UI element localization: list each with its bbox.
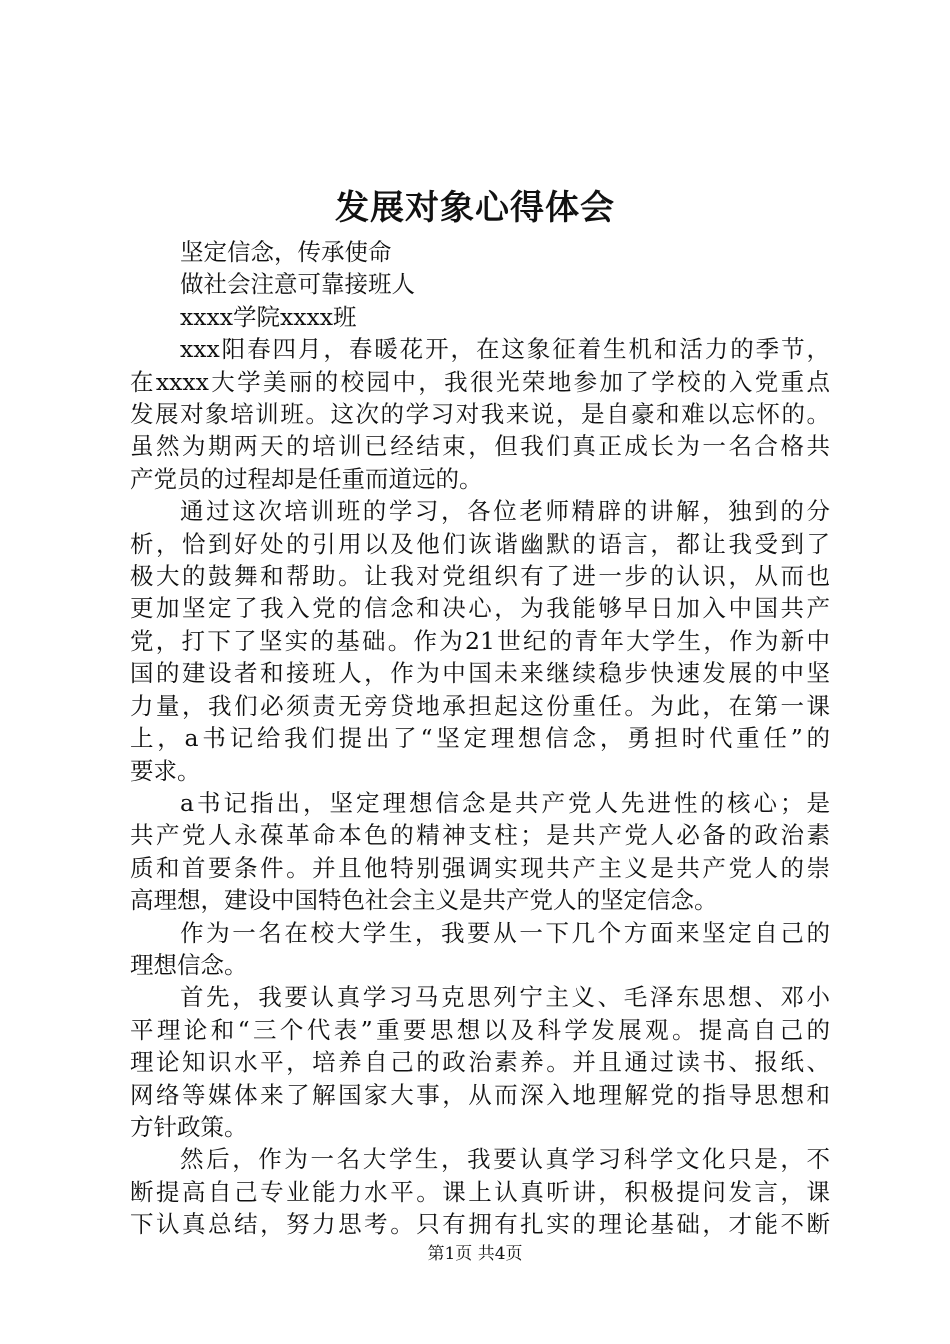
body-text-line: 平理论和“三个代表”重要思想以及科学发展观。提高自己的 — [130, 1015, 830, 1044]
page-number-footer: 第1页 共4页 — [427, 1244, 523, 1264]
document-body — [130, 236, 830, 1241]
body-text-line: 断提高自己专业能力水平。课上认真听讲，积极提问发言，课 — [130, 1177, 830, 1206]
body-text-line: 理想信念。 — [130, 950, 248, 979]
body-text-line: 高理想，建设中国特色社会主义是共产党人的坚定信念。 — [130, 886, 718, 915]
body-text-line: 极大的鼓舞和帮助。让我对党组织有了进一步的认识，从而也 — [130, 562, 830, 591]
body-text-line: 党，打下了坚实的基础。作为21世纪的青年大学生，作为新中 — [130, 626, 830, 655]
body-text-line: 首先，我要认真学习马克思列宁主义、毛泽东思想、邓小 — [180, 983, 830, 1012]
body-text-line: 然后，作为一名大学生，我要认真学习科学文化只是，不 — [180, 1145, 830, 1174]
body-text-line: a书记指出，坚定理想信念是共产党人先进性的核心；是 — [180, 788, 830, 817]
body-text-line: 网络等媒体来了解国家大事，从而深入地理解党的指导思想和 — [130, 1080, 830, 1109]
body-text-line: 作为一名在校大学生，我要从一下几个方面来坚定自己的 — [180, 918, 830, 947]
body-text-line: 理论知识水平，培养自己的政治素养。并且通过读书、报纸、 — [130, 1048, 830, 1077]
body-text-line: 发展对象培训班。这次的学习对我来说，是自豪和难以忘怀的。 — [130, 400, 830, 429]
body-text-line: 共产党人永葆革命本色的精神支柱；是共产党人必备的政治素 — [130, 821, 830, 850]
body-text-line: 通过这次培训班的学习，各位老师精辟的讲解，独到的分 — [180, 497, 830, 526]
body-text-line: 力量，我们必须责无旁贷地承担起这份重任。为此，在第一课 — [130, 691, 830, 720]
document-title: 发展对象心得体会 — [335, 188, 615, 228]
body-text-line: 上，a书记给我们提出了“坚定理想信念，勇担时代重任”的 — [130, 724, 830, 753]
body-text-line: 下认真总结，努力思考。只有拥有扎实的理论基础，才能不断 — [130, 1210, 830, 1239]
body-text-line: 国的建设者和接班人，作为中国未来继续稳步快速发展的中坚 — [130, 659, 830, 688]
body-text-line: xxxx学院xxxx班 — [180, 302, 357, 331]
body-text-line: 产党员的过程却是任重而道远的。 — [130, 464, 483, 493]
body-text-line: 虽然为期两天的培训已经结束，但我们真正成长为一名合格共 — [130, 432, 830, 461]
body-text-line: 坚定信念，传承使命 — [180, 238, 392, 266]
body-text-line: 做社会注意可靠接班人 — [180, 270, 415, 299]
body-text-line: 质和首要条件。并且他特别强调实现共产主义是共产党人的崇 — [130, 853, 830, 882]
body-text-line: 在xxxx大学美丽的校园中，我很光荣地参加了学校的入党重点 — [130, 367, 830, 396]
body-text-line: 析，恰到好处的引用以及他们诙谐幽默的语言，都让我受到了 — [130, 529, 830, 558]
body-text-line: 方针政策。 — [130, 1112, 248, 1141]
body-text-line: 要求。 — [130, 756, 201, 785]
body-text-line: 更加坚定了我入党的信念和决心，为我能够早日加入中国共产 — [130, 594, 830, 623]
body-text-line: xxx阳春四月，春暖花开，在这象征着生机和活力的季节， — [180, 335, 830, 364]
